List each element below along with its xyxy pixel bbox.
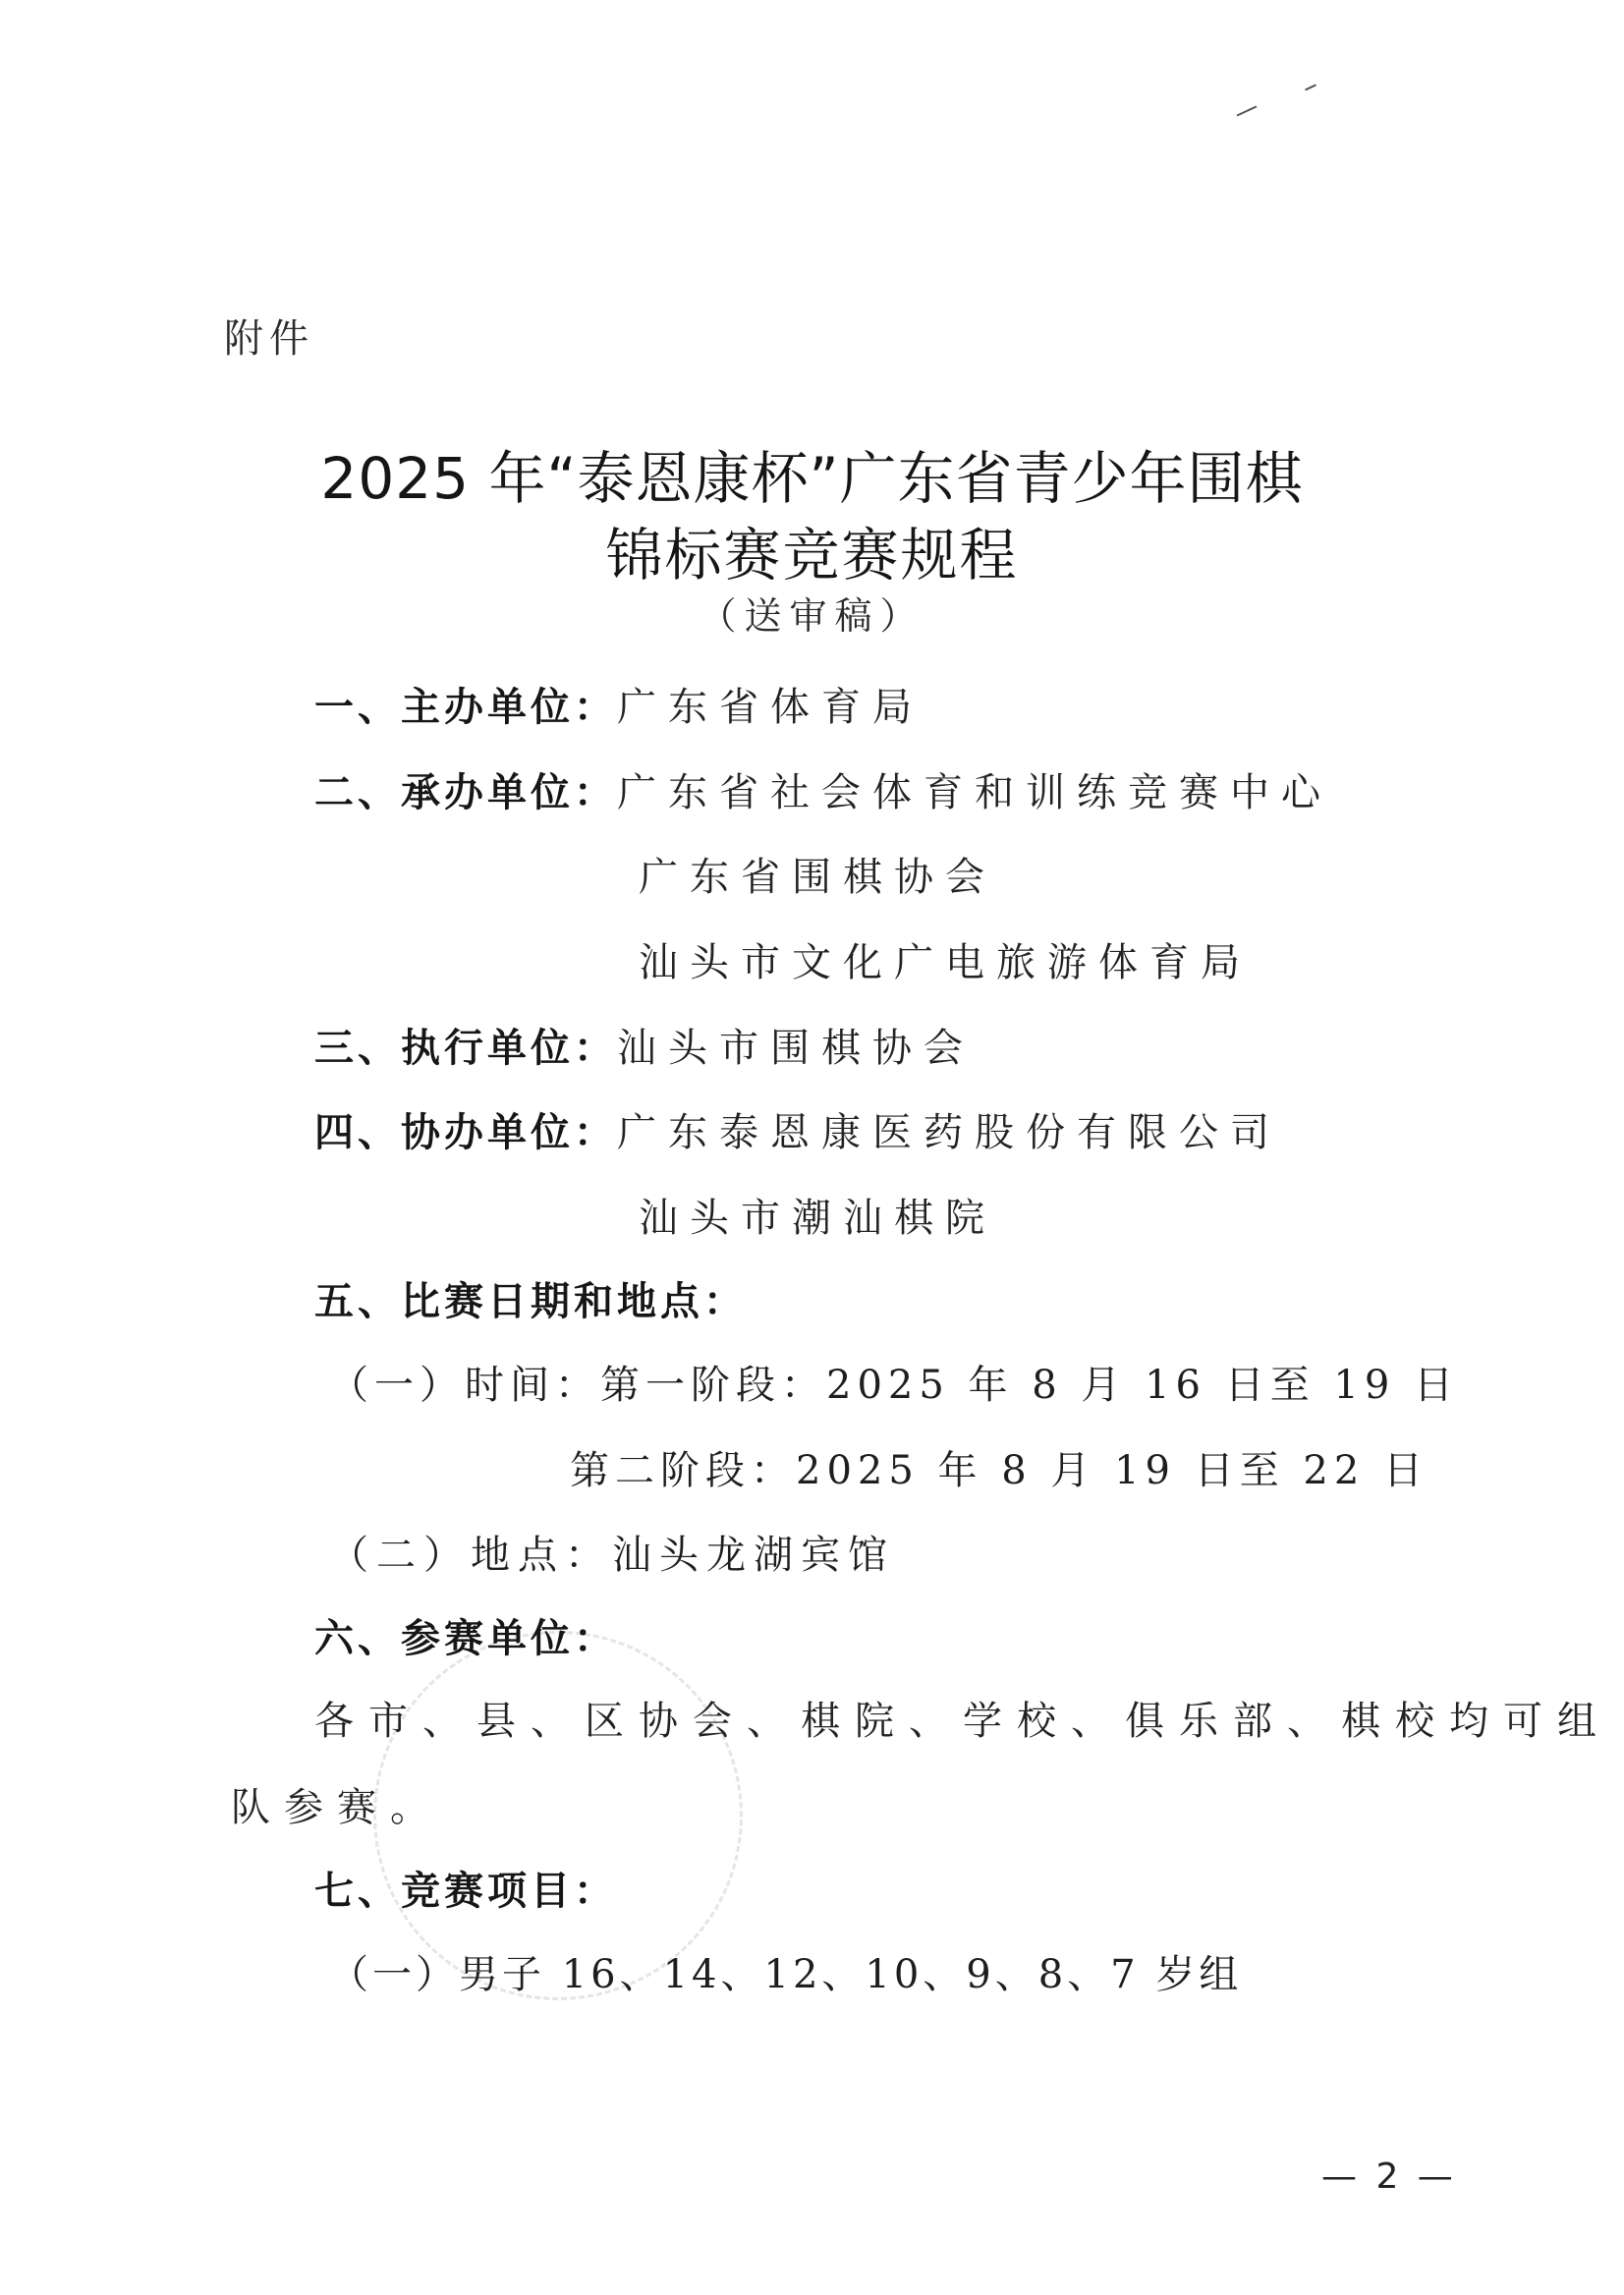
- section-value: 汕头市潮汕棋院: [639, 1196, 996, 1241]
- section-executor: [314, 1026, 975, 1071]
- section-heading: 一、主办单位：: [314, 685, 617, 730]
- attachment-label: 附件: [224, 316, 314, 362]
- section-heading-events: 七、竞赛项目：: [314, 1869, 617, 1914]
- section-heading: 三、执行单位：: [314, 1026, 617, 1071]
- section-heading-date-venue: 五、比赛日期和地点：: [314, 1279, 747, 1324]
- schedule-venue: [329, 1533, 895, 1578]
- section-heading-participants: 六、参赛单位：: [314, 1616, 617, 1661]
- schedule-stage1: 第一阶段：2025 年 8 月 16 日至 19 日: [600, 1363, 1460, 1408]
- document-title-line2: 锦标赛竞赛规程: [605, 522, 1019, 588]
- document-subtitle: （送审稿）: [699, 594, 925, 638]
- section-co-organizer: [314, 1110, 1281, 1155]
- scan-mark: [1237, 105, 1258, 116]
- events-item-1: （一）男子 16、14、12、10、9、8、7 岁组: [329, 1952, 1243, 1997]
- section-value: 汕头市围棋协会: [617, 1026, 975, 1071]
- document-title-line1: 2025 年“泰恩康杯”广东省青少年围棋: [320, 445, 1304, 512]
- section-value: 广东省社会体育和训练竞赛中心: [617, 770, 1332, 815]
- section-value: 汕头市文化广电旅游体育局: [639, 940, 1252, 985]
- section-host: [314, 770, 1332, 815]
- participants-text-line1: 各市、县、区协会、棋院、学校、俱乐部、棋校均可组: [314, 1699, 1611, 1744]
- section-heading: 四、协办单位：: [314, 1110, 617, 1155]
- schedule-time: [329, 1363, 1460, 1408]
- section-organizer: [314, 685, 924, 730]
- section-heading: 二、承办单位：: [314, 770, 617, 815]
- section-value: 广东省体育局: [617, 685, 924, 730]
- schedule-venue-value: 汕头龙湖宾馆: [612, 1533, 895, 1578]
- section-value: 广东泰恩康医药股份有限公司: [617, 1110, 1281, 1155]
- scan-mark: [1305, 84, 1316, 91]
- section-value: 广东省围棋协会: [639, 855, 996, 900]
- participants-text-line2: 队参赛。: [231, 1785, 443, 1830]
- schedule-stage2: 第二阶段：2025 年 8 月 19 日至 22 日: [570, 1448, 1429, 1493]
- schedule-time-label: （一）时间：: [329, 1363, 600, 1408]
- schedule-venue-label: （二）地点：: [329, 1533, 612, 1578]
- page-number: — 2 —: [1321, 2156, 1457, 2197]
